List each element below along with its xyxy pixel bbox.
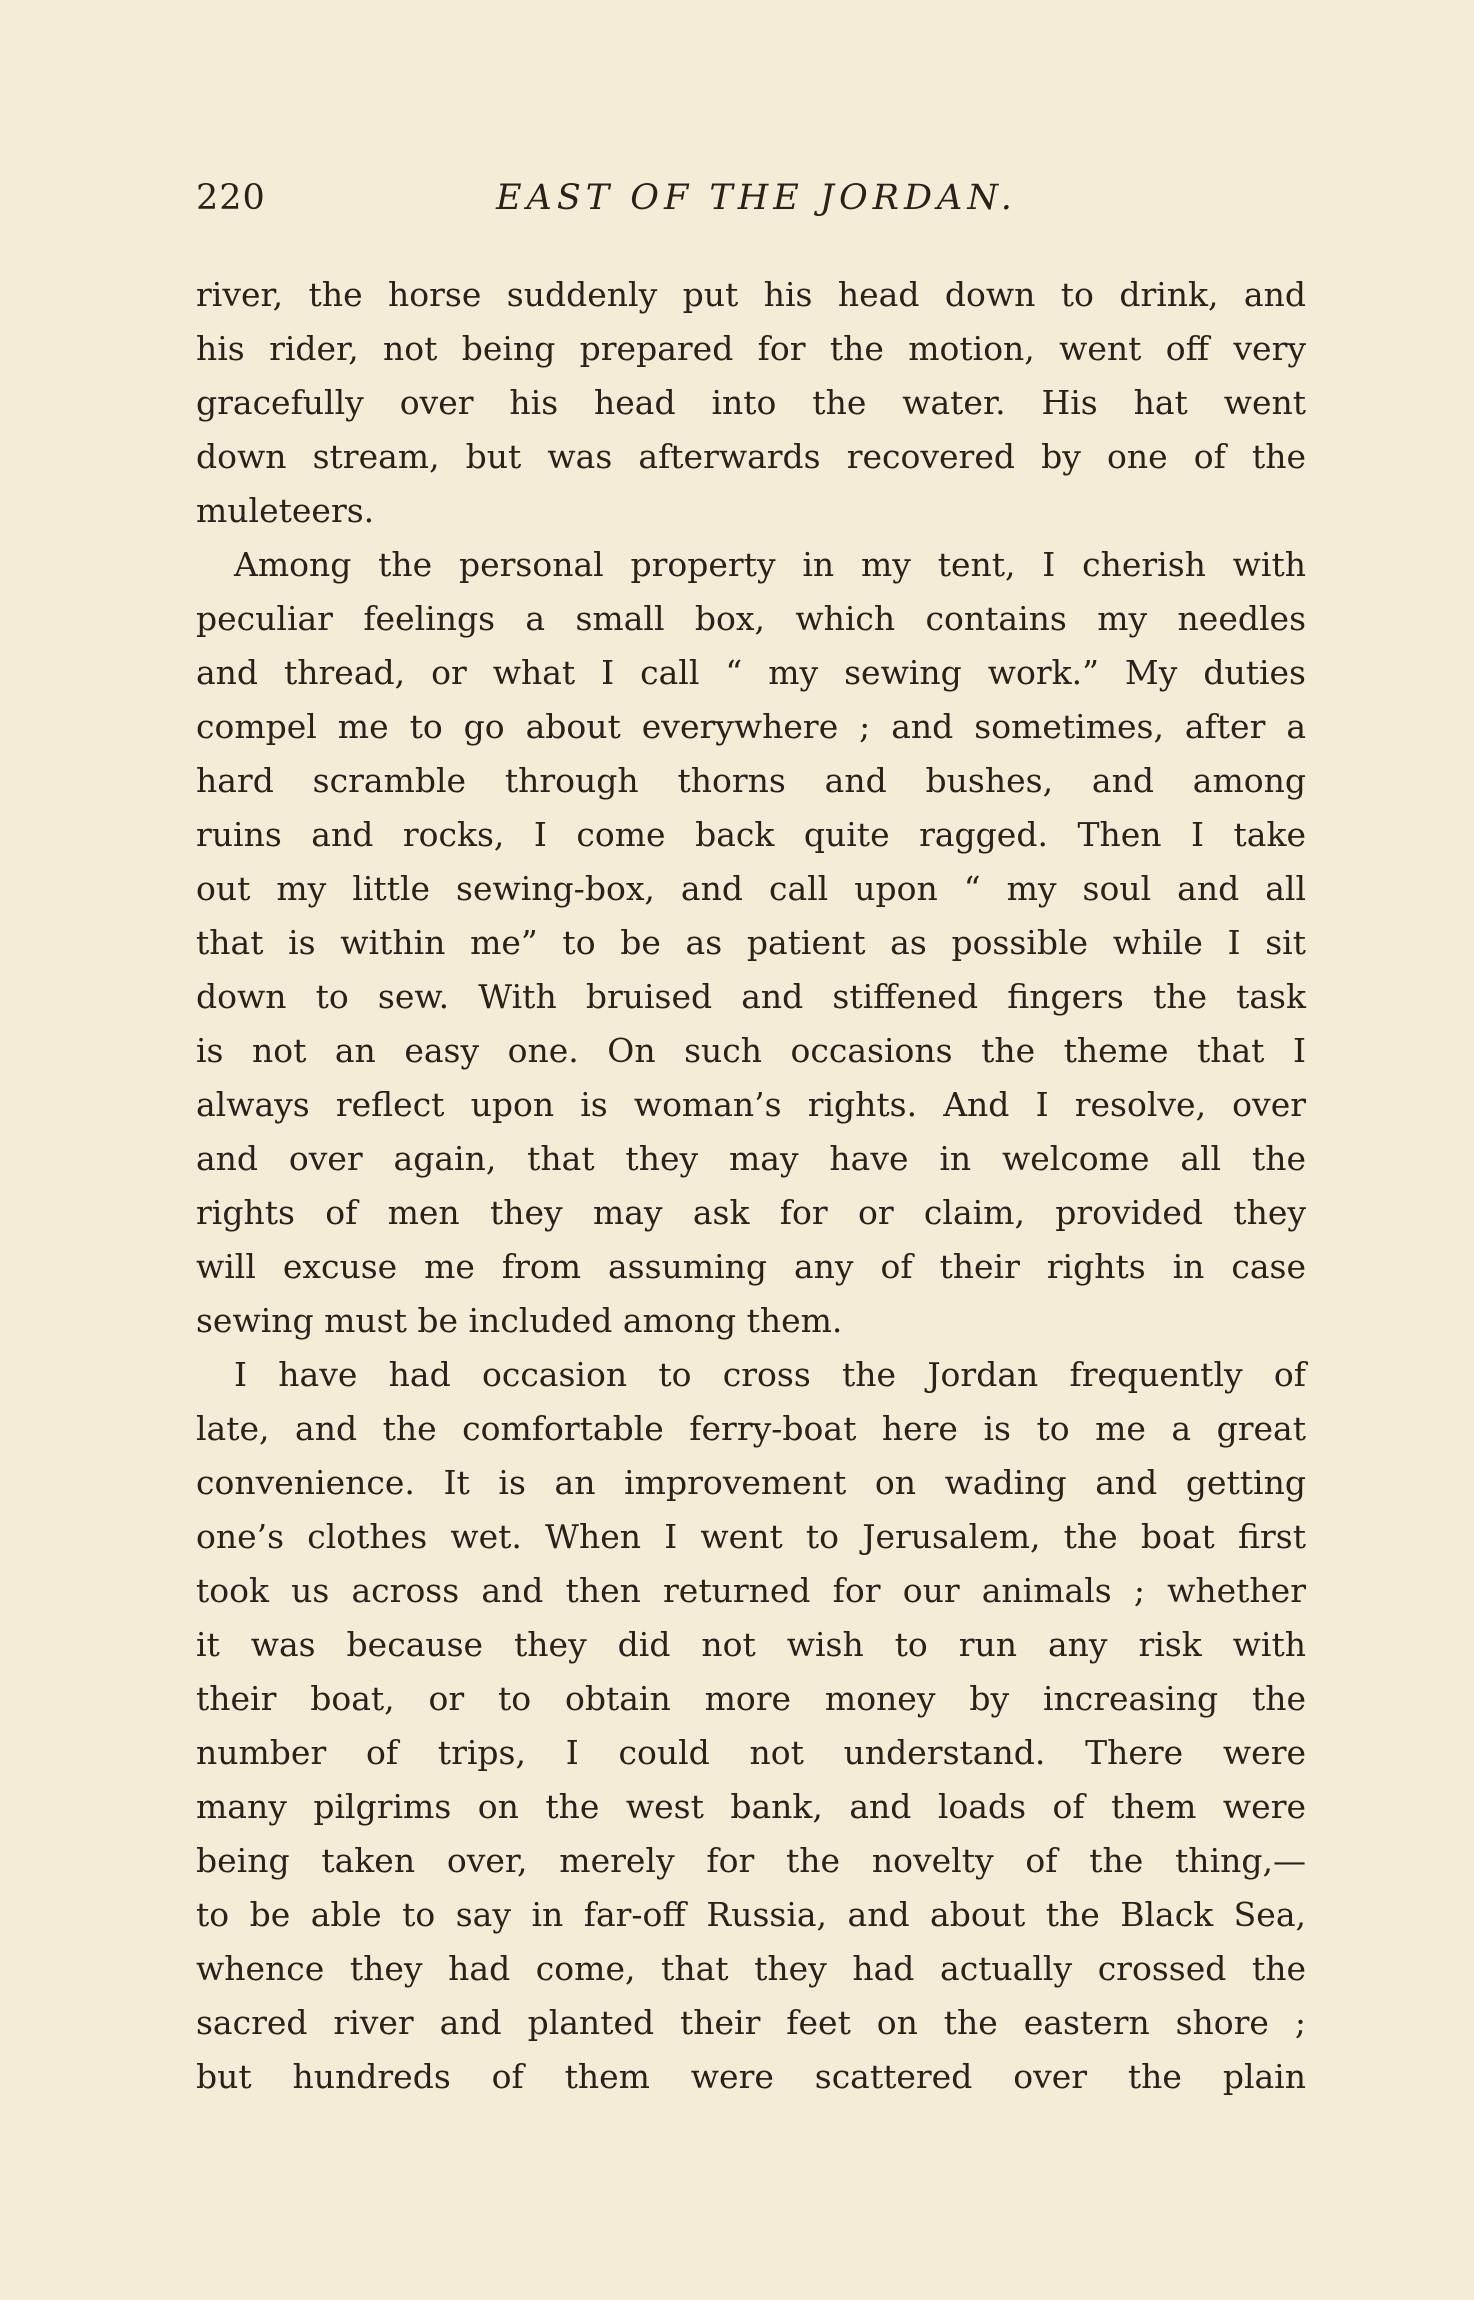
body-text: [196, 268, 1306, 2104]
page-header: [196, 178, 1306, 238]
text-line: out my little sewing-box, and call upon “ my soul and all: [196, 869, 1306, 908]
text-line: and thread, or what I call “ my sewing work.” My duties: [196, 653, 1306, 692]
text-line: that is within me” to be as patient as possible while I sit: [196, 923, 1306, 962]
text-line: river, the horse suddenly put his head down to drink, and: [196, 275, 1306, 314]
text-line: convenience. It is an improvement on wading and getting: [196, 1463, 1306, 1502]
text-line: his rider, not being prepared for the motion, went off very: [196, 329, 1306, 368]
text-line: it was because they did not wish to run any risk with: [196, 1625, 1306, 1664]
text-line: compel me to go about everywhere ; and sometimes, after a: [196, 707, 1306, 746]
text-line: and over again, that they may have in welcome all the: [196, 1139, 1306, 1178]
running-title: EAST OF THE JORDAN.: [496, 178, 1017, 218]
text-line: I have had occasion to cross the Jordan frequently of: [234, 1355, 1306, 1394]
text-line: is not an easy one. On such occasions the theme that I: [196, 1031, 1306, 1070]
text-line: whence they had come, that they had actually crossed the: [196, 1949, 1306, 1988]
text-line: their boat, or to obtain more money by increasing the: [196, 1679, 1306, 1718]
page-number: 220: [196, 178, 266, 218]
text-line: muleteers.: [196, 491, 375, 530]
text-line: will excuse me from assuming any of their rights in case: [196, 1247, 1306, 1286]
text-line: gracefully over his head into the water. His hat went: [196, 383, 1306, 422]
text-line: sacred river and planted their feet on the eastern shore ;: [196, 2003, 1306, 2042]
text-line: sewing must be included among them.: [196, 1301, 843, 1340]
text-line: hard scramble through thorns and bushes, and among: [196, 761, 1306, 800]
text-line: down stream, but was afterwards recovered by one of the: [196, 437, 1306, 476]
text-line: to be able to say in far-off Russia, and about the Black Sea,: [196, 1895, 1306, 1934]
text-line: Among the personal property in my tent, I cherish with: [234, 545, 1306, 584]
text-line: took us across and then returned for our animals ; whether: [196, 1571, 1306, 1610]
text-line: rights of men they may ask for or claim, provided they: [196, 1193, 1306, 1232]
text-line: but hundreds of them were scattered over the plain: [196, 2057, 1306, 2096]
text-line: late, and the comfortable ferry-boat here is to me a great: [196, 1409, 1306, 1448]
text-line: number of trips, I could not understand. There were: [196, 1733, 1306, 1772]
text-line: ruins and rocks, I come back quite ragged. Then I take: [196, 815, 1306, 854]
text-line: peculiar feelings a small box, which contains my needles: [196, 599, 1306, 638]
text-line: one’s clothes wet. When I went to Jerusalem, the boat first: [196, 1517, 1306, 1556]
text-line: many pilgrims on the west bank, and loads of them were: [196, 1787, 1306, 1826]
text-line: being taken over, merely for the novelty of the thing,—: [196, 1841, 1306, 1880]
text-line: down to sew. With bruised and stiffened fingers the task: [196, 977, 1306, 1016]
text-line: always reflect upon is woman’s rights. And I resolve, over: [196, 1085, 1306, 1124]
